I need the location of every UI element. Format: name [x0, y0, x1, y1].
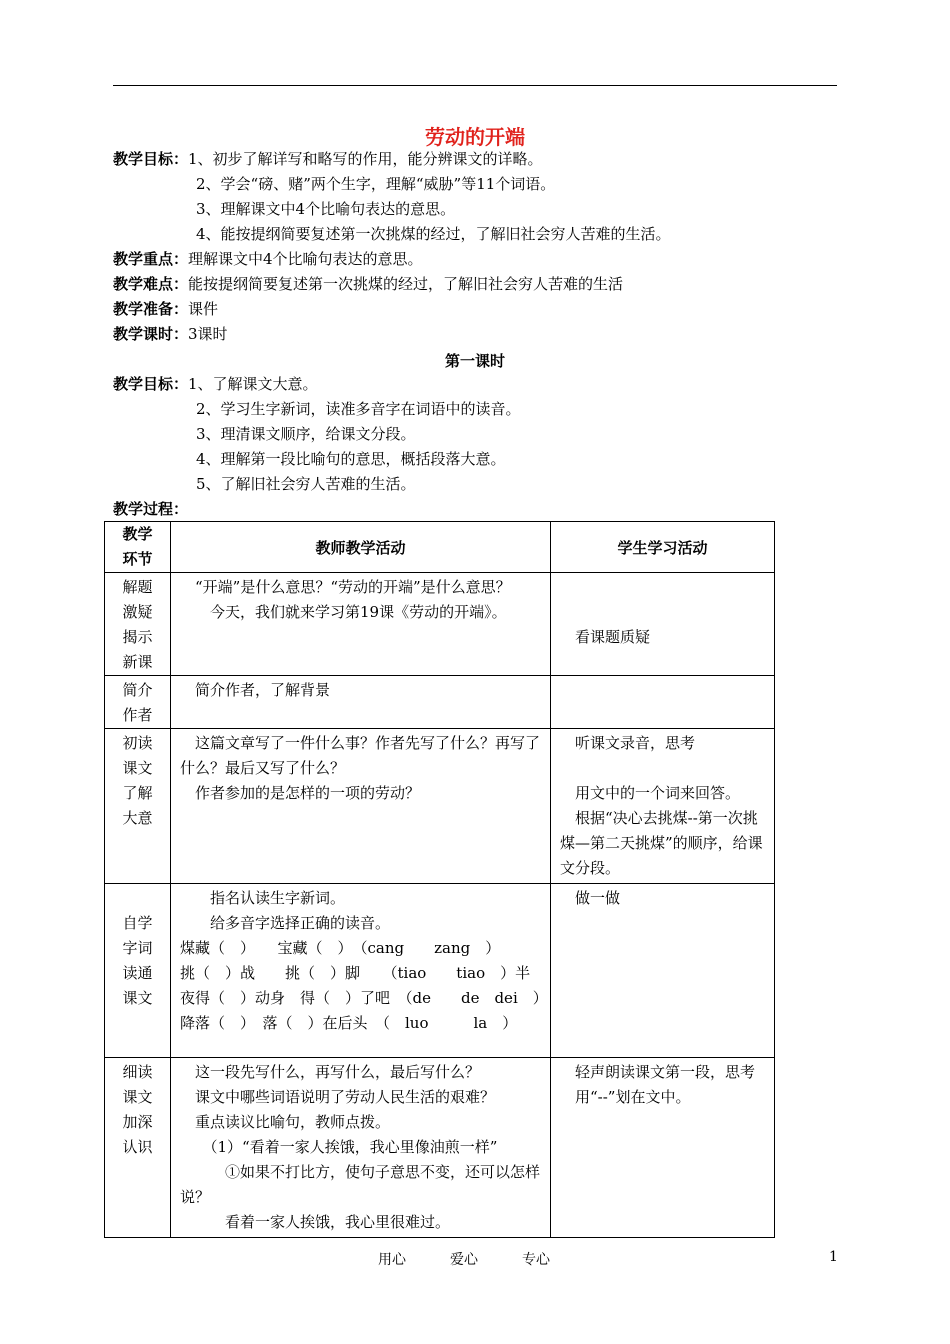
lesson-goal-item: 1、了解课文大意。	[188, 375, 318, 393]
table-row	[105, 729, 775, 884]
lesson-goal-item: 4、理解第一段比喻句的意思，概括段落大意。	[196, 450, 506, 468]
goal-item: 2、学会“磅、赌”两个生字，理解“威胁”等11个词语。	[196, 175, 556, 193]
header-rule	[113, 85, 837, 86]
teacher-activity-text: 课文中哪些词语说明了劳动人民生活的艰难？	[180, 1088, 496, 1106]
teacher-activity-text: 煤藏（ ） 宝藏（ ） （cang zang ）	[180, 939, 501, 957]
student-activity-text: 看课题质疑	[560, 628, 651, 646]
lesson-goal-item: 5、了解旧社会穷人苦难的生活。	[196, 475, 416, 493]
teacher-activity-cell	[171, 676, 551, 729]
student-activity-cell	[551, 729, 775, 884]
lesson-goal-item: 2、学习生字新词，读准多音字在词语中的读音。	[196, 400, 521, 418]
difficulty-text: 能按提纲简要复述第一次挑煤的经过，了解旧社会穷人苦难的生活	[188, 275, 624, 293]
teacher-activity-cell	[171, 1058, 551, 1238]
header-stage	[105, 522, 171, 573]
teacher-activity-text: 指名认读生字新词。	[180, 889, 346, 907]
stage-cell	[105, 676, 171, 729]
teacher-activity-text: 降落（ ） 落（ ）在后头 （ luo la ）	[180, 1014, 518, 1032]
teacher-activity-text: ①如果不打比方，使句子意思不变，还可以怎样说？	[180, 1163, 541, 1206]
teacher-activity-text: 作者参加的是怎样的一项的劳动？	[180, 784, 421, 802]
footer-motto	[378, 1249, 594, 1269]
teacher-activity-text: 给多音字选择正确的读音。	[180, 914, 391, 932]
student-activity-text	[560, 756, 768, 781]
stage-label: 解题 激疑 揭示 新课	[122, 578, 153, 671]
table-row	[105, 676, 775, 729]
teacher-activity-text: 这篇文章写了一件什么事？作者先写了什么？再写了什么？最后又写了什么？	[180, 734, 541, 777]
teacher-activity-text: 这一段先写什么，再写什么，最后写什么？	[180, 1063, 481, 1081]
student-activity-text: 用文中的一个词来回答。	[560, 784, 741, 802]
student-activity-text: 听课文录音，思考	[560, 734, 696, 752]
difficulty-label: 教学难点：	[113, 275, 189, 293]
page-number: 1	[829, 1249, 838, 1265]
student-activity-cell	[551, 573, 775, 676]
teacher-activity-cell	[171, 573, 551, 676]
goals-line-1	[113, 148, 543, 170]
stage-label: 细读 课文 加深 认识	[122, 1063, 153, 1156]
header-teacher: 教师教学活动	[171, 522, 551, 573]
lesson-process-table	[104, 521, 775, 1238]
stage-cell	[105, 573, 171, 676]
lesson-goals-label: 教学目标：	[113, 375, 189, 393]
student-activity-cell	[551, 884, 775, 1058]
hours-text: 3课时	[188, 325, 228, 343]
difficulty-line	[113, 273, 623, 295]
goal-item: 3、理解课文中4个比喻句表达的意思。	[196, 200, 456, 218]
table-row	[105, 573, 775, 676]
teacher-activity-cell	[171, 884, 551, 1058]
lesson-subtitle: 第一课时	[444, 352, 505, 370]
stage-cell	[105, 729, 171, 884]
goals-label: 教学目标：	[113, 150, 189, 168]
hours-label: 教学课时：	[113, 325, 189, 343]
footer-motto-item: 专心	[522, 1252, 550, 1268]
goal-item: 1、初步了解详写和略写的作用，能分辨课文的详略。	[188, 150, 543, 168]
student-activity-text: 轻声朗读课文第一段，思考	[560, 1063, 756, 1081]
process-label: 教学过程：	[113, 500, 189, 518]
hours-line	[113, 323, 228, 345]
key-point-text: 理解课文中4个比喻句表达的意思。	[188, 250, 423, 268]
table-header-row	[105, 522, 775, 573]
footer-motto-item: 爱心	[450, 1252, 478, 1268]
teacher-activity-text: 看着一家人挨饿，我心里很难过。	[180, 1213, 451, 1231]
teacher-activity-text: 今天，我们就来学习第19课《劳动的开端》。	[180, 603, 507, 621]
teacher-activity-text: “开端”是什么意思？“劳动的开端”是什么意思？	[180, 578, 511, 596]
lesson-goal-item: 3、理清课文顺序，给课文分段。	[196, 425, 416, 443]
goal-item: 4、能按提纲简要复述第一次挑煤的经过，了解旧社会穷人苦难的生活。	[196, 225, 671, 243]
lesson-goals-line-1	[113, 373, 318, 395]
student-activity-text	[560, 575, 768, 600]
stage-label: 自学 字词 读通 课文	[122, 914, 153, 1007]
stage-label: 初读 课文 了解 大意	[122, 734, 153, 827]
key-point-label: 教学重点：	[113, 250, 189, 268]
student-activity-text: 用“--”划在文中。	[560, 1088, 691, 1106]
student-activity-text	[560, 600, 768, 625]
student-activity-text: 做一做	[560, 889, 621, 907]
student-activity-cell	[551, 1058, 775, 1238]
teacher-activity-cell	[171, 729, 551, 884]
prep-label: 教学准备：	[113, 300, 189, 318]
teacher-activity-text: 挑（ ）战 挑（ ）脚 （tiao tiao ）半夜得（ ）动身 得（ ）了吧 （de de dei ）	[180, 964, 548, 1007]
table-row	[105, 884, 775, 1058]
stage-cell	[105, 1058, 171, 1238]
document-title: 劳动的开端	[425, 125, 525, 149]
stage-label: 简介 作者	[122, 681, 153, 724]
prep-line	[113, 298, 218, 320]
footer-motto-item: 用心	[378, 1252, 406, 1268]
teacher-activity-text: 重点读议比喻句，教师点拨。	[180, 1113, 391, 1131]
header-stage-text: 教学 环节	[122, 525, 153, 568]
header-student: 学生学习活动	[551, 522, 775, 573]
key-point-line	[113, 248, 423, 270]
student-activity-cell	[551, 676, 775, 729]
table-row	[105, 1058, 775, 1238]
prep-text: 课件	[188, 300, 219, 318]
stage-cell	[105, 884, 171, 1058]
student-activity-text: 根据“决心去挑煤--第一次挑煤—第二天挑煤”的顺序，给课文分段。	[560, 809, 763, 877]
teacher-activity-text: 简介作者，了解背景	[180, 681, 331, 699]
teacher-activity-text: （1）“看着一家人挨饿，我心里像油煎一样”	[180, 1138, 498, 1156]
